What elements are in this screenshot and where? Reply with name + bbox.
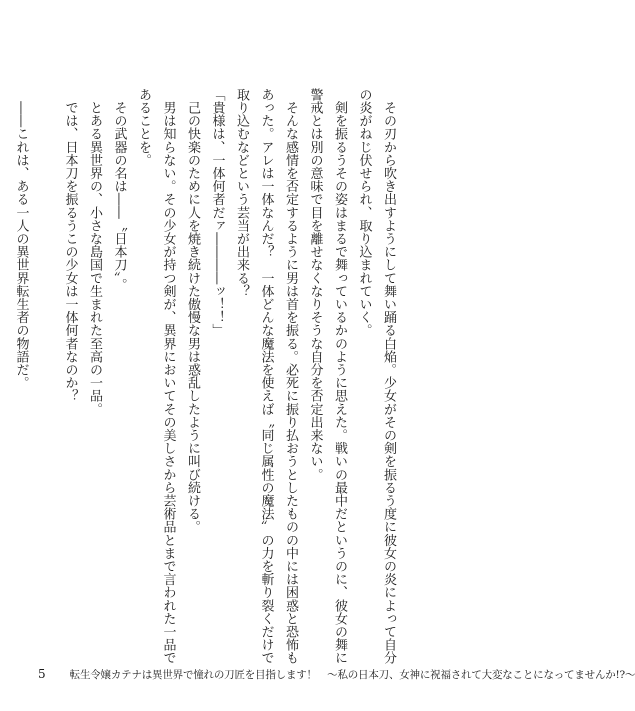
book-title: 転生令嬢カテナは異世界で憧れの刀匠を目指します！ ～私の日本刀、女神に祝福されて大変なことになってませんか!?～ (69, 669, 635, 681)
text-line: あることを。 (136, 88, 151, 167)
text-line: あった。アレは一体なんだ？ 一体どんな魔法を使えば〝同じ属性の魔法〟の力を斬り裂くだけで (258, 88, 274, 665)
blank-line (33, 88, 58, 648)
text-line: では、日本刀を振るうこの少女は一体何者なのか？ (62, 88, 78, 403)
body-text (8, 88, 400, 665)
text-line: その武器の名は――〝日本刀〟。 (111, 88, 127, 292)
dialogue-line: 「貴様は、一体何者だァ――――ッ！！」 (209, 88, 225, 337)
text-line: 男は知らない。その少女が持つ剣が、異界においてその美しさから芸術品とまで言われた一品で (160, 88, 176, 665)
text-line: その刃から吹き出すようにして舞い踊る白焔。少女がその剣を振るう度に彼女の炎によって自分 (381, 88, 396, 665)
text-line: とある異世界の、小さな島国で生まれた至高の一品。 (87, 88, 102, 416)
text-line: 己の快楽のために人を焼き続けた傲慢な男は惑乱したように叫び続ける。 (185, 88, 200, 534)
page-number: 5 (38, 667, 46, 681)
closing-line: ――これは、ある一人の異世界転生者の物語だ。 (13, 88, 29, 390)
text-line: そんな感情を否定するように男は首を振る。必死に振り払おうとしたものの中には困惑と恐怖も (283, 88, 298, 665)
page-footer (38, 667, 635, 682)
text-line: の炎がねじ伏せられ、取り込まれていく。 (356, 88, 372, 337)
text-line: 剣を振るうその姿はまるで舞っているかのように思えた。戦いの最中だというのに、彼女の舞に (332, 88, 347, 665)
text-line: 警戒とは別の意味で目を離せなくなりそうな自分を否定出来ない。 (307, 88, 323, 481)
text-line: 取り込むなどという芸当が出来る？ (234, 88, 249, 298)
